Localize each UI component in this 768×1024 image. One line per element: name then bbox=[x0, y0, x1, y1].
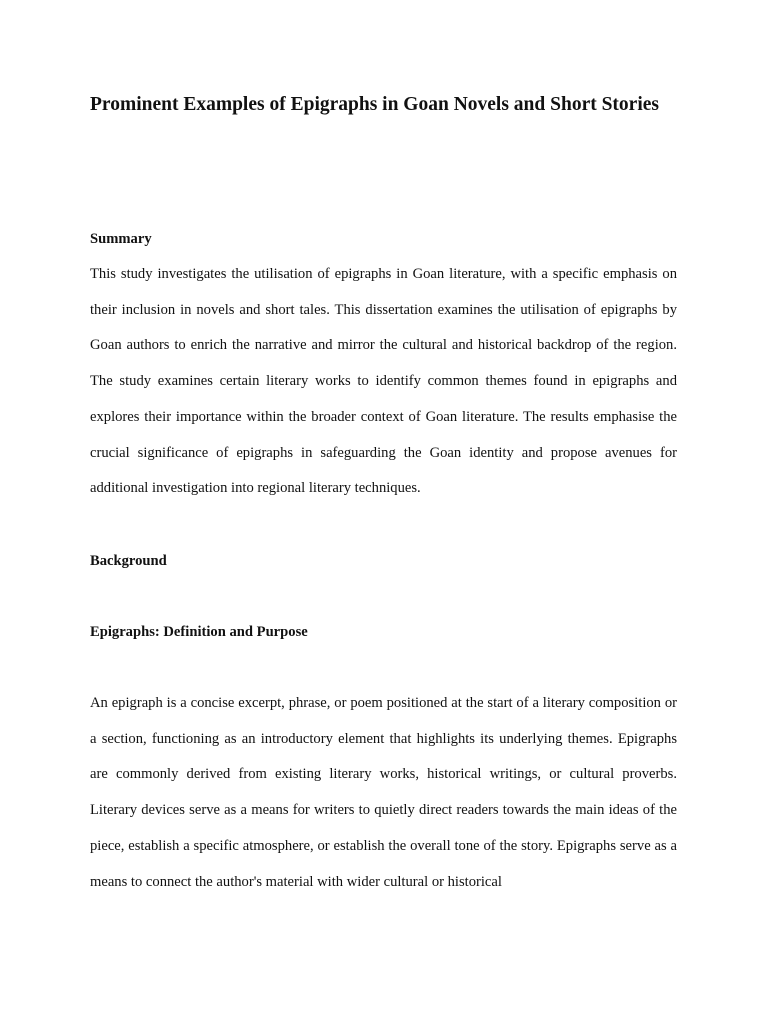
summary-heading: Summary bbox=[90, 231, 152, 247]
summary-paragraph: This study investigates the utilisation of epigraphs in Goan literature, with a specific emphasis on their inclusion in novels and short tales. This dissertation examines the utilisation of epigraphs by Goan authors to enrich the narrative and mirror the cultural and historical backdrop of the region. The study examines certain literary works to identify common themes found in epigraphs and explores their importance within the broader context of Goan literature. The results emphasise the crucial significance of epigraphs in safeguarding the Goan identity and propose avenues for additional investigation into regional literary techniques. bbox=[90, 266, 677, 497]
document-title: Prominent Examples of Epigraphs in Goan Novels and Short Stories bbox=[90, 94, 659, 115]
epigraphs-definition-heading: Epigraphs: Definition and Purpose bbox=[90, 624, 308, 640]
epigraph-definition-paragraph: An epigraph is a concise excerpt, phrase, or poem positioned at the start of a literary composition or a section, functioning as an introductory element that highlights its underlying themes. Epigraphs are commonly derived from existing literary works, historical writings, or cultural proverbs. Literary devices serve as a means for writers to quietly direct readers towards the main ideas of the piece, establish a specific atmosphere, or establish the overall tone of the story. Epigraphs serve as a means to connect the author's material with wider cultural or historical bbox=[90, 695, 677, 890]
background-heading: Background bbox=[90, 553, 167, 569]
